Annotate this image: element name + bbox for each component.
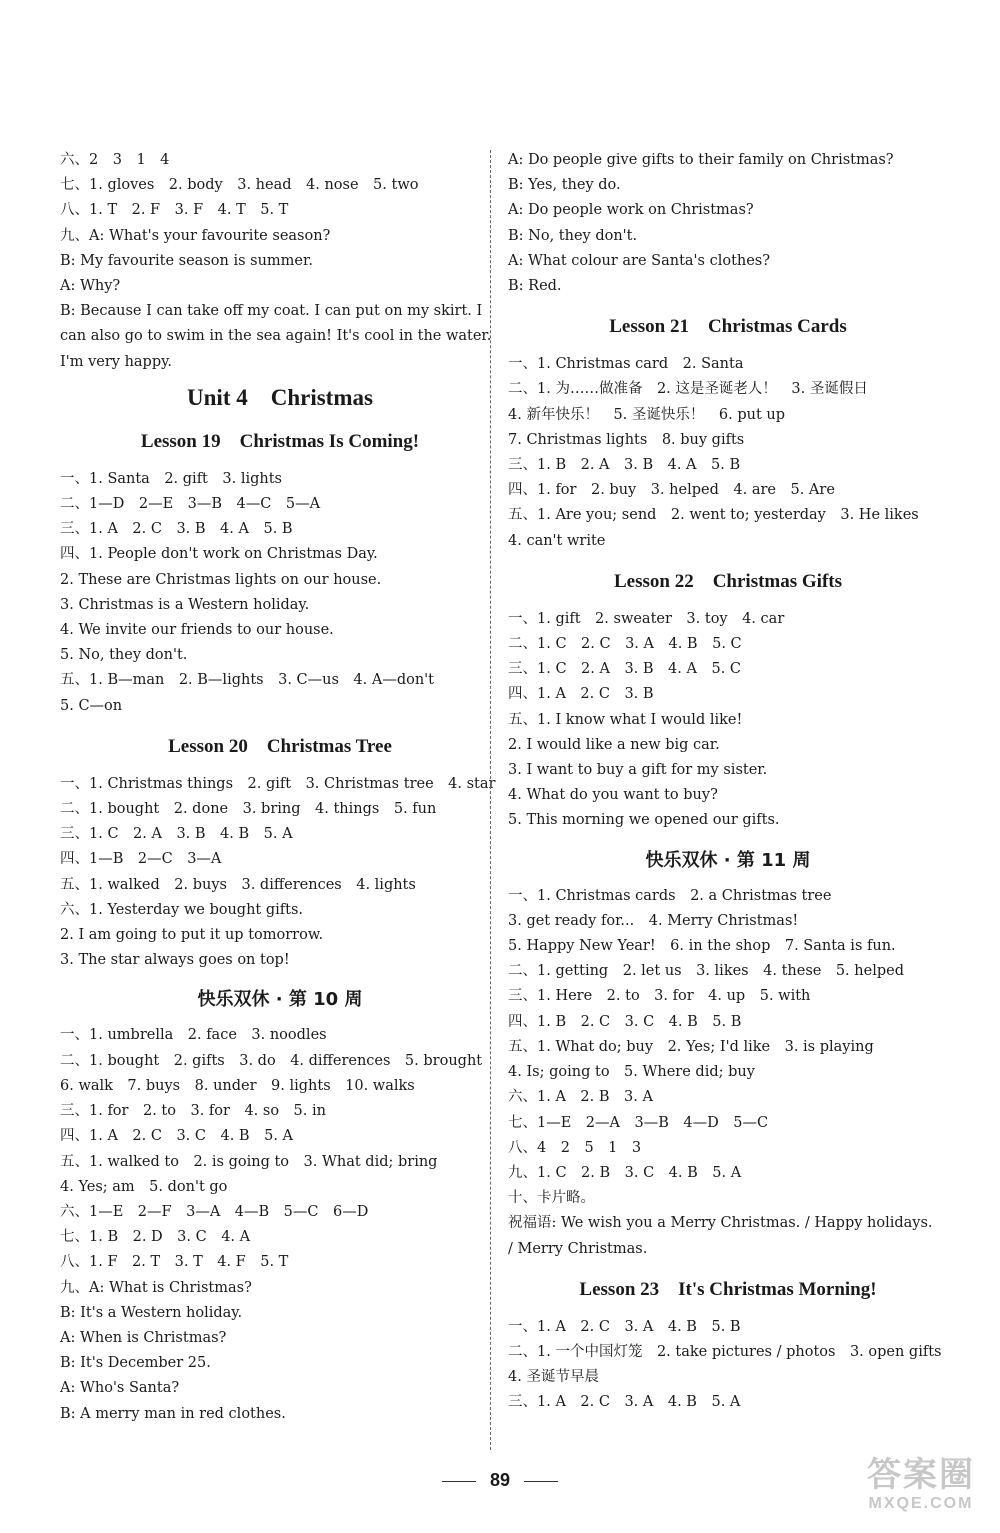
unit-heading: Unit 4 Christmas <box>187 384 373 410</box>
answer-line: 九、A: What's your favourite season? <box>60 227 331 244</box>
answer-line: 4. 圣诞节早晨 <box>508 1369 599 1386</box>
answer-line: 九、1. C 2. B 3. C 4. B 5. A <box>508 1164 742 1181</box>
answer-line: 四、1. B 2. C 3. C 4. B 5. B <box>508 1013 742 1030</box>
left-column <box>60 148 500 1427</box>
answer-line: 4. Is; going to 5. Where did; buy <box>508 1064 755 1081</box>
answer-line: B: Yes, they do. <box>508 177 621 194</box>
answer-line: 一、1. Christmas things 2. gift 3. Christmas tree 4. star <box>60 775 496 792</box>
page-number-text: 89 <box>489 1470 511 1490</box>
answer-line: 2. I would like a new big car. <box>508 736 720 753</box>
answer-line: 一、1. gift 2. sweater 3. toy 4. car <box>508 610 785 627</box>
answer-line: 五、1. walked to 2. is going to 3. What did; bring <box>60 1153 438 1170</box>
answer-line: 九、A: What is Christmas? <box>60 1279 252 1296</box>
answer-line: 五、1. walked 2. buys 3. differences 4. lights <box>60 876 416 893</box>
answer-line: 七、1. B 2. D 3. C 4. A <box>60 1229 251 1246</box>
page-number-dash-left <box>442 1481 476 1482</box>
answer-line: A: When is Christmas? <box>60 1329 227 1346</box>
lesson-heading: Lesson 20 Christmas Tree <box>168 735 392 757</box>
answer-line: 5. This morning we opened our gifts. <box>508 812 780 829</box>
answer-line: 一、1. Santa 2. gift 3. lights <box>60 470 282 487</box>
answer-line: B: Red. <box>508 278 562 295</box>
answer-line: 2. I am going to put it up tomorrow. <box>60 927 324 944</box>
answer-line: 4. Yes; am 5. don't go <box>60 1178 228 1195</box>
lesson-heading: Lesson 23 It's Christmas Morning! <box>579 1278 877 1300</box>
answer-line: 4. can't write <box>508 532 606 549</box>
answer-line: A: Do people give gifts to their family on Christmas? <box>508 152 894 168</box>
answer-line: 二、1—D 2—E 3—B 4—C 5—A <box>60 496 321 513</box>
answer-line: 八、4 2 5 1 3 <box>508 1139 642 1156</box>
answer-line: 五、1. B—man 2. B—lights 3. C—us 4. A—don't <box>60 672 434 689</box>
answer-line: 四、1. People don't work on Christmas Day. <box>60 546 378 563</box>
answer-line: 二、1. getting 2. let us 3. likes 4. these 5. helped <box>508 963 904 980</box>
answer-line: 七、1—E 2—A 3—B 4—D 5—C <box>508 1114 769 1131</box>
answer-line: 4. We invite our friends to our house. <box>60 622 334 639</box>
answer-line: 5. C—on <box>60 697 123 714</box>
answer-line: 5. No, they don't. <box>60 647 188 664</box>
answer-line: 五、1. Are you; send 2. went to; yesterday 3. He likes <box>508 507 919 524</box>
right-column <box>508 148 948 1416</box>
answer-line: 二、1. bought 2. gifts 3. do 4. differences 5. brought <box>60 1052 483 1069</box>
answer-line: 一、1. Christmas card 2. Santa <box>508 356 744 373</box>
answer-line: 四、1. A 2. C 3. C 4. B 5. A <box>60 1128 294 1145</box>
answer-line: 三、1. A 2. C 3. B 4. A 5. B <box>60 521 293 538</box>
answer-line: B: A merry man in red clothes. <box>60 1405 286 1422</box>
answer-line: 四、1. A 2. C 3. B <box>508 686 654 703</box>
answer-line: A: What colour are Santa's clothes? <box>508 252 771 269</box>
answer-line: 四、1. for 2. buy 3. helped 4. are 5. Are <box>508 482 835 499</box>
answer-line: 祝福语: We wish you a Merry Christmas. / Happy holidays. <box>508 1215 933 1232</box>
answer-line: 二、1. 为……做准备 2. 这是圣诞老人！ 3. 圣诞假日 <box>508 381 868 398</box>
answer-paragraph: B: Because I can take off my coat. I can put on my skirt. I can also go to swim in the sea again! It's cool in the water. I'm very happy. <box>60 303 492 370</box>
watermark-bottom-text: MXQE.COM <box>868 1495 974 1512</box>
answer-line: / Merry Christmas. <box>508 1240 648 1257</box>
answer-line: 三、1. C 2. A 3. B 4. A 5. C <box>508 661 742 678</box>
answer-line: B: It's a Western holiday. <box>60 1304 243 1321</box>
answer-line: A: Why? <box>60 278 121 295</box>
answer-line: 3. The star always goes on top! <box>60 952 290 969</box>
answer-line: 3. Christmas is a Western holiday. <box>60 596 310 613</box>
answer-line: 4. 新年快乐！ 5. 圣诞快乐！ 6. put up <box>508 406 786 423</box>
answer-line: 5. Happy New Year! 6. in the shop 7. Santa is fun. <box>508 938 896 955</box>
answer-line: 三、1. B 2. A 3. B 4. A 5. B <box>508 457 741 474</box>
answer-line: 七、1. gloves 2. body 3. head 4. nose 5. two <box>60 177 419 194</box>
weekend-heading: 快乐双休 · 第 11 周 <box>645 849 811 871</box>
answer-line: B: It's December 25. <box>60 1355 211 1372</box>
answer-line: B: No, they don't. <box>508 227 638 244</box>
answer-line: 一、1. umbrella 2. face 3. noodles <box>60 1027 327 1044</box>
answer-line: A: Do people work on Christmas? <box>508 202 754 219</box>
watermark-top-text: 答案圈 <box>867 1456 975 1494</box>
answer-line: 一、1. Christmas cards 2. a Christmas tree <box>508 887 832 904</box>
answer-line: 八、1. T 2. F 3. F 4. T 5. T <box>60 202 289 219</box>
lesson-heading: Lesson 21 Christmas Cards <box>609 316 847 338</box>
column-divider <box>490 150 491 1450</box>
answer-line: A: Who's Santa? <box>60 1380 180 1397</box>
answer-line: 4. What do you want to buy? <box>508 787 718 804</box>
answer-line: 三、1. for 2. to 3. for 4. so 5. in <box>60 1103 326 1120</box>
answer-line: B: My favourite season is summer. <box>60 252 313 269</box>
answer-line: 六、1—E 2—F 3—A 4—B 5—C 6—D <box>60 1203 369 1220</box>
answer-line: 五、1. What do; buy 2. Yes; I'd like 3. is playing <box>508 1038 874 1055</box>
weekend-heading: 快乐双休 · 第 10 周 <box>197 989 363 1011</box>
answer-line: 一、1. A 2. C 3. A 4. B 5. B <box>508 1318 741 1335</box>
answer-line: 3. get ready for... 4. Merry Christmas! <box>508 912 799 929</box>
answer-line: 3. I want to buy a gift for my sister. <box>508 762 768 779</box>
watermark-logo <box>856 1455 986 1519</box>
answer-line: 八、1. F 2. T 3. T 4. F 5. T <box>60 1254 289 1271</box>
answer-line: 十、卡片略。 <box>508 1190 595 1207</box>
answer-line: 三、1. Here 2. to 3. for 4. up 5. with <box>508 988 811 1005</box>
answer-line: 三、1. A 2. C 3. A 4. B 5. A <box>508 1394 741 1411</box>
answer-line: 7. Christmas lights 8. buy gifts <box>508 431 745 448</box>
answer-line: 三、1. C 2. A 3. B 4. B 5. A <box>60 826 293 843</box>
answer-line: 六、2 3 1 4 <box>60 152 170 168</box>
answer-line: 六、1. A 2. B 3. A <box>508 1089 653 1106</box>
lesson-heading: Lesson 19 Christmas Is Coming! <box>140 430 420 452</box>
answer-line: 四、1—B 2—C 3—A <box>60 851 222 868</box>
page-number-dash-right <box>524 1481 558 1482</box>
answer-line: 二、1. C 2. C 3. A 4. B 5. C <box>508 636 742 653</box>
answer-line: 二、1. 一个中国灯笼 2. take pictures / photos 3. open gifts <box>508 1343 942 1360</box>
lesson-heading: Lesson 22 Christmas Gifts <box>613 570 842 592</box>
answer-line: 六、1. Yesterday we bought gifts. <box>60 901 304 918</box>
page-number <box>0 1470 1000 1491</box>
answer-line: 二、1. bought 2. done 3. bring 4. things 5. fun <box>60 801 437 818</box>
answer-line: 五、1. I know what I would like! <box>508 711 743 728</box>
answer-line: 2. These are Christmas lights on our house. <box>60 571 382 588</box>
answer-line: 6. walk 7. buys 8. under 9. lights 10. walks <box>60 1077 415 1094</box>
